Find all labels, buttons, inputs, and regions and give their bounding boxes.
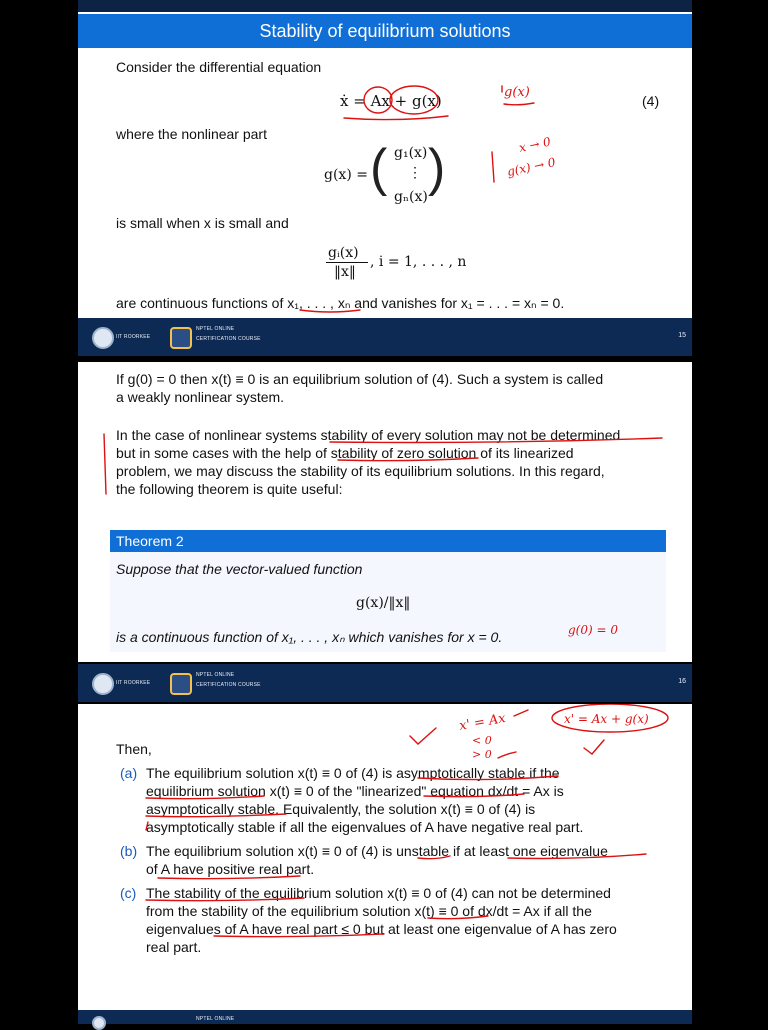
para2-line2: but in some cases with the help of stability of zero solution of its linearized [116,445,574,461]
nptel-logo-icon-2 [170,673,192,695]
page-number: 15 [678,332,686,339]
small-condition-text: is small when x is small and [116,215,289,231]
handwritten-nonlinear: x' = Ax + g(x) [564,712,649,726]
theorem-line1: Suppose that the vector-valued function [116,561,363,577]
theorem-line2: is a continuous function of x₁, . . . , xₙ which vanishes for x = 0. [116,629,503,645]
slide-top-strip [78,0,692,12]
check-mark-2 [584,740,604,754]
item-a-line3: asymptotically stable. Equivalently, the solution x(t) ≡ 0 of (4) is [146,801,536,817]
iit-roorkee-logo-icon-3 [92,1016,106,1030]
equation-number: (4) [642,93,660,109]
then-text: Then, [116,741,152,757]
tick-stroke [514,710,528,716]
item-a-line2: equilibrium solution x(t) ≡ 0 of the "linearized" equation dx/dt = Ax is [146,783,564,799]
ratio-denominator: ‖x‖ [334,264,356,280]
ratio-index: , i = 1, . . . , n [370,254,467,270]
item-c-label: (c) [120,885,137,901]
circle-nonlinear [552,704,668,732]
margin-bracket [104,434,106,494]
para2-line3: problem, we may discuss the stability of its equilibrium solutions. In this regard, [116,463,605,479]
footer-institute-2: IIT ROORKEE [116,680,151,686]
handwritten-g-limit: g(x) → 0 [505,155,557,179]
item-c-line3: eigenvalues of A have real part ≤ 0 but at least one eigenvalue of A has zero [146,921,617,937]
footer-course-line1: NPTEL ONLINE [196,326,235,332]
item-b-line2: of A have positive real part. [146,861,315,877]
para2-line4: the following theorem is quite useful: [116,481,343,497]
nonlinear-label: where the nonlinear part [116,126,267,142]
theorem-formula: g(x)/‖x‖ [356,595,411,611]
slide-title: Stability of equilibrium solutions [78,14,692,48]
nptel-logo-icon [170,327,192,349]
footer-institute: IIT ROORKEE [116,334,151,340]
theorem-title: Theorem 2 [110,530,666,552]
item-c-line4: real part. [146,939,202,955]
footer-course-line1-3: NPTEL ONLINE [196,1016,235,1022]
intro-text: Consider the differential equation [116,59,322,75]
para1-line1: If g(0) = 0 then x(t) ≡ 0 is an equilibrium solution of (4). Such a system is called [116,371,604,387]
handwritten-g: g(x) [504,85,530,100]
slide-15-continued [78,362,692,662]
iit-roorkee-logo-icon [92,327,114,349]
right-paren: ) [428,139,446,197]
footer-course-line2-2: CERTIFICATION COURSE [196,682,261,688]
footer-course-line1-2: NPTEL ONLINE [196,672,235,678]
handwritten-g0: g(0) = 0 [568,623,618,637]
ratio-numerator: gᵢ(x) [328,245,359,261]
underline-g [504,103,534,105]
vector-entry-top: g₁(x) [394,145,428,161]
para2-line1: In the case of nonlinear systems stability of every solution may not be determined [116,427,621,443]
handwritten-lt0: < 0 [472,734,492,747]
nptel-footer-3 [78,1010,692,1024]
handwritten-x-limit: x → 0 [517,134,553,155]
para1-line2: a weakly nonlinear system. [116,389,285,405]
page-number-2: 16 [678,678,686,685]
slide-16 [78,704,692,1010]
footer-course-line2: CERTIFICATION COURSE [196,336,261,342]
separator-stroke [492,152,494,182]
item-a-line1: The equilibrium solution x(t) ≡ 0 of (4) is asymptotically stable if the [146,765,560,781]
item-c-line2: from the stability of the equilibrium solution x(t) ≡ 0 of dx/dt = Ax if all the [146,903,592,919]
vector-entry-dots: ⋮ [408,165,422,181]
item-c-line1: The stability of the equilibrium solution x(t) ≡ 0 of (4) can not be determined [146,885,611,901]
handwritten-linear: x' = Ax [458,711,507,734]
equation-4: ẋ = Ax + g(x) [340,92,442,110]
item-b-line1: The equilibrium solution x(t) ≡ 0 of (4) is unstable if at least one eigenvalue [146,843,608,859]
item-a-label: (a) [120,765,138,781]
g-vector-lhs: g(x) = [324,167,368,183]
iit-roorkee-logo-icon-2 [92,673,114,695]
check-mark-1 [410,728,436,744]
item-b-label: (b) [120,843,138,859]
vector-entry-bottom: gₙ(x) [394,189,428,205]
underline-equation [344,116,448,120]
slide-15 [78,0,692,318]
nptel-footer-2 [78,664,692,702]
item-a-line4: asymptotically stable if all the eigenvalues of A have negative real part. [146,819,584,835]
underline-gt0 [498,752,516,758]
continuous-text: are continuous functions of x₁, . . . , xₙ and vanishes for x₁ = . . . = xₙ = 0. [116,295,565,311]
handwritten-gt0: > 0 [472,748,492,761]
nptel-footer [78,318,692,356]
left-paren: ( [370,139,388,197]
